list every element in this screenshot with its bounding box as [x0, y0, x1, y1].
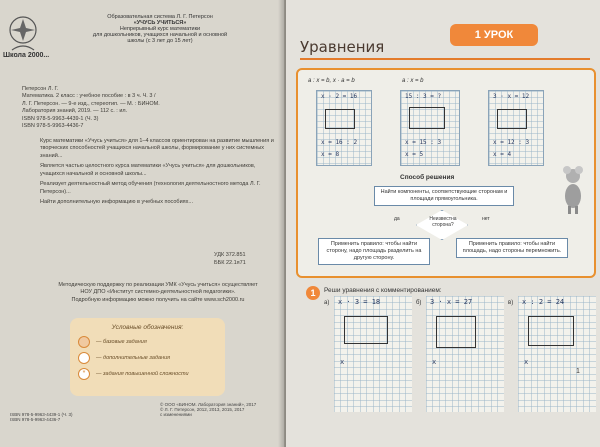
biblio-line: Математика. 2 класс : учебное пособие : в 3 ч. Ч. 3 /: [22, 93, 156, 100]
legend-row: [78, 336, 217, 348]
legend-title: Условные обозначения:: [111, 324, 184, 331]
header-line: школы (с 3 лет до 15 лет): [127, 38, 193, 44]
left-page: [0, 0, 286, 447]
support-line: Подробную информацию можно получить на сайте www.sch2000.ru: [71, 296, 245, 303]
logo-text: Школа 2000...: [3, 52, 50, 59]
method-title: Способ решения: [400, 174, 455, 181]
paragraph: Курс математики «Учусь учиться» для 1–4 классов ориентирован на развитие мышления и творческих способностей учащихся начальной школы, формирование у них системных знаний...: [40, 138, 274, 159]
flow-step-find-area: Применить правило: чтобы найти площадь, надо стороны перемножить.: [456, 238, 568, 258]
task-instruction: Реши уравнения с комментированием:: [324, 287, 442, 294]
paragraph: Является частью целостного курса математики «Учусь учиться» для дошкольников, учащихся начальной и основной школы...: [40, 163, 256, 177]
isbn-line: ISBN 978-5-9963-4439-1 (Ч. 3): [10, 412, 73, 417]
grid-card: [316, 90, 372, 166]
flow-no-label: нет: [482, 216, 490, 222]
legend-box: [70, 318, 225, 396]
rectangle-drawing: [436, 316, 476, 348]
task-grid: [426, 296, 504, 412]
bibliographic-record: [22, 86, 274, 131]
card-equation: x = 15 : 3: [405, 139, 442, 146]
biblio-line: Петерсон Л. Г.: [22, 86, 59, 92]
biblio-line: Л. Г. Петерсон. — 9-е изд., стереотип. — М. : БИНОМ.: [22, 100, 160, 107]
task-grid: [334, 296, 412, 412]
card-label: a : x = b: [402, 78, 424, 84]
annotation-text: [40, 138, 276, 206]
title-underline: [300, 58, 590, 60]
task-equation: 3 · x = 27: [430, 298, 473, 306]
copyright-line: © ООО «БИНОМ. Лаборатория знаний», 2017: [160, 402, 257, 407]
card-label: a : x = b, x · a = b: [308, 78, 355, 84]
isbn-footer: [10, 412, 73, 422]
udk-code: УДК 372.851: [214, 252, 246, 258]
copyright-footer: [160, 402, 256, 417]
basic-task-circle-icon: [78, 336, 90, 348]
card-equation: x = 12 : 3: [493, 139, 530, 146]
support-info: [40, 282, 276, 304]
task-letter: а): [324, 300, 330, 306]
bbk-code: ББК 22.1я71: [214, 260, 246, 266]
isbn-line: ISBN 978-5-9963-4436-7: [10, 417, 61, 422]
hard-task-star-circle-icon: *: [78, 368, 90, 380]
page-number: 1: [576, 368, 580, 375]
rectangle-drawing: [409, 107, 445, 129]
biblio-line: ISBN 978-5-9963-4436-7: [22, 123, 84, 130]
header-line: для дошкольников, учащихся начальной и основной: [92, 32, 228, 38]
legend-label: — дополнительные задания: [96, 355, 171, 361]
flow-yes-label: да: [394, 216, 400, 222]
card-equation: x = 4: [493, 151, 512, 158]
flow-step-find-side: Применить правило: чтобы найти сторону, надо площадь разделить на другую сторону.: [318, 238, 430, 265]
card-equation: x = 8: [321, 151, 340, 158]
paragraph: Найти дополнительную информацию в учебных пособиях...: [40, 198, 193, 205]
answer-line-x: x: [524, 358, 529, 366]
task-equation: x : 2 = 24: [522, 298, 565, 306]
support-line: НОУ ДПО «Институт системно-деятельностной педагогики».: [80, 289, 236, 296]
paragraph: Реализует деятельностный метод обучения (технология деятельностного метода Л. Г. Петерсон)...: [40, 181, 261, 195]
card-equation: x = 5: [405, 151, 424, 158]
copyright-line: с изменениями: [160, 412, 192, 417]
biblio-line: ISBN 978-5-9963-4439-1 (Ч. 3): [22, 115, 99, 122]
card-equation: 15 : 3 = ?: [405, 93, 442, 100]
legend-label: — базовые задания: [96, 339, 147, 345]
header-line: «УЧУСЬ УЧИТЬСЯ»: [133, 20, 187, 26]
rectangle-drawing: [528, 316, 574, 346]
grid-card: [488, 90, 544, 166]
page-title: Уравнения: [300, 38, 385, 56]
legend-label: — задания повышенной сложности: [96, 371, 189, 377]
card-equation: x · 2 = 16: [321, 93, 358, 100]
answer-line-x: x: [432, 358, 437, 366]
flow-decision-label: Неизвестна сторона?: [429, 216, 457, 228]
card-equation: x = 16 : 2: [321, 139, 358, 146]
task-letter: в): [508, 300, 514, 306]
biblio-line: Лаборатория знаний, 2019. — 112 с. : ил.: [22, 108, 128, 115]
rectangle-drawing: [344, 316, 388, 344]
extra-task-circle-icon: [78, 352, 90, 364]
task-number-badge: 1: [306, 286, 320, 300]
mouse-character-icon: [560, 166, 586, 216]
copyright-line: © Л. Г. Петерсон, 2012, 2013, 2015, 2017: [160, 407, 245, 412]
series-header: [50, 14, 270, 44]
rectangle-drawing: [325, 109, 355, 129]
legend-row: [78, 368, 217, 380]
header-line: Непрерывный курс математики: [119, 26, 201, 32]
answer-line-x: x: [340, 358, 345, 366]
card-equation: 3 · x = 12: [493, 93, 530, 100]
task-grid: [518, 296, 596, 412]
task-letter: б): [416, 300, 422, 306]
task-equation: x · 3 = 18: [338, 298, 381, 306]
lesson-badge: 1 УРОК: [450, 24, 538, 46]
legend-row: [78, 352, 217, 364]
support-line: Методическую поддержку по реализации УМК «Учусь учиться» осуществляет: [58, 282, 258, 288]
header-line: Образовательная система Л. Г. Петерсон: [107, 14, 213, 20]
grid-card: [400, 90, 460, 166]
flow-step-find-components: Найти компоненты, соответствующие сторонам и площади прямоугольника.: [374, 186, 514, 206]
theory-frame: [296, 68, 596, 278]
right-page: [286, 0, 600, 447]
rectangle-drawing: [497, 109, 527, 129]
